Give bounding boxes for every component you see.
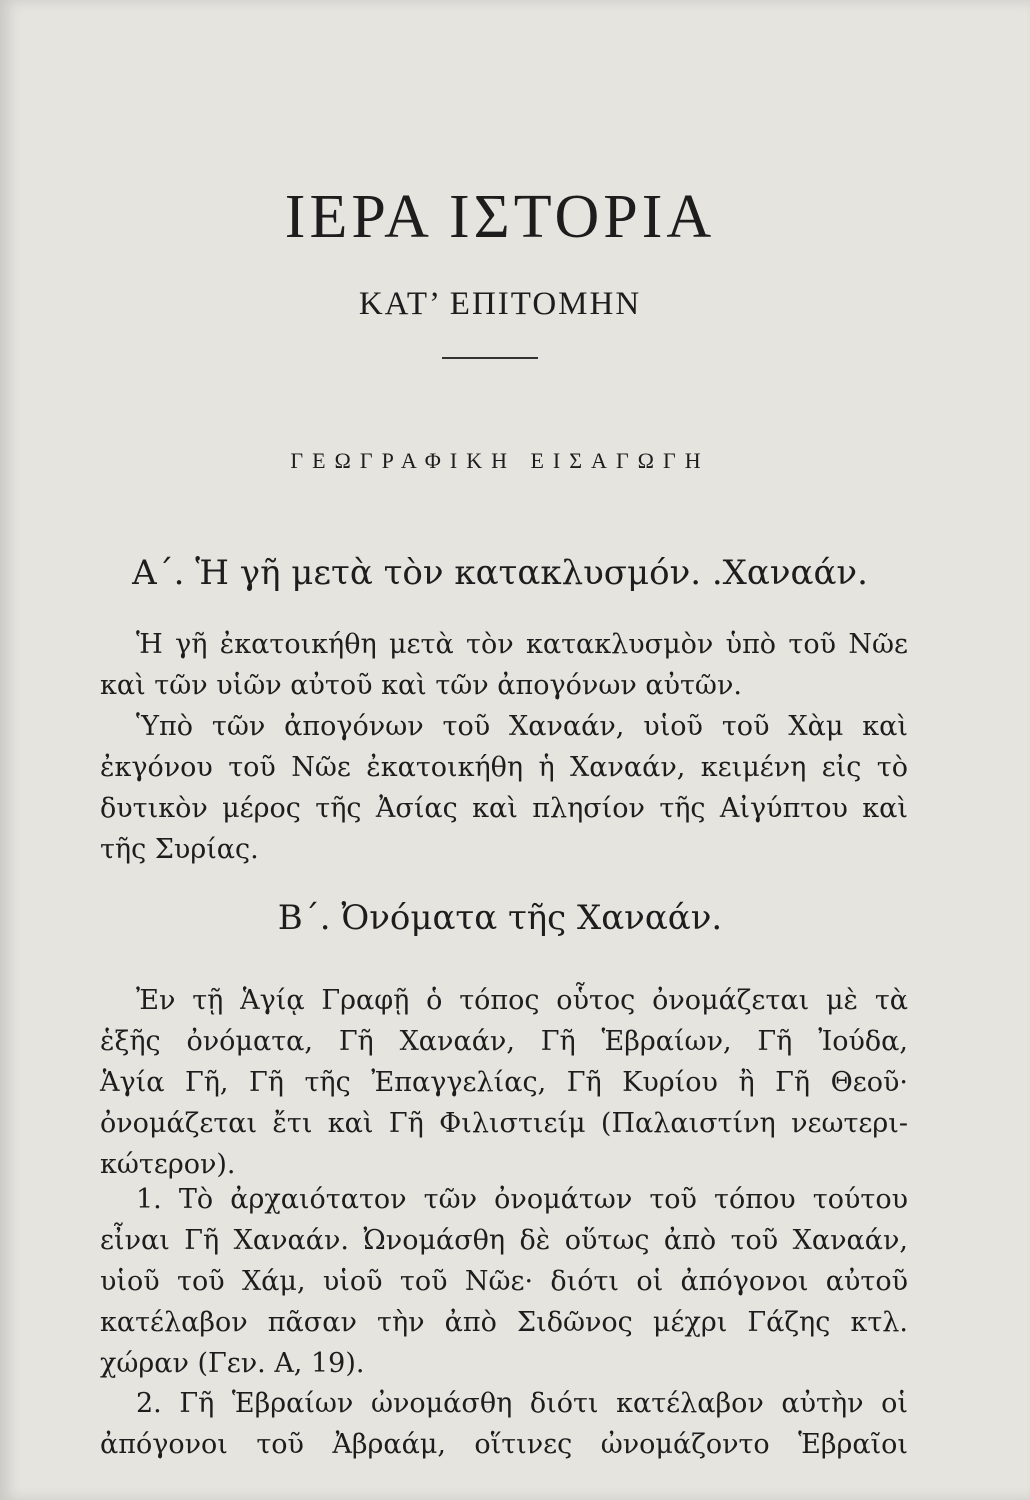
text-line: κώτερον). bbox=[100, 1149, 236, 1180]
title-divider bbox=[442, 357, 538, 359]
text-line: ἐκγόνου τοῦ Νῶε ἐκατοικήθη ἡ Χαναάν, κειμένη εἰς τὸ bbox=[100, 752, 908, 783]
paragraph-5 bbox=[100, 1383, 908, 1465]
text-line: ὀνομάζεται ἔτι καὶ Γῆ Φιλιστιείμ (Παλαιστίνη νεωτερι- bbox=[100, 1108, 908, 1139]
text-line: Ἐν τῇ Ἁγίᾳ Γραφῇ ὁ τόπος οὗτος ὀνομάζεται μὲ τὰ bbox=[136, 985, 908, 1016]
section-heading: ΓΕΩΓΡΑΦΙΚΗ ΕΙΣΑΓΩΓΗ bbox=[290, 448, 710, 473]
paragraph-3 bbox=[100, 980, 908, 1185]
text-line: Ὑπὸ τῶν ἀπογόνων τοῦ Χαναάν, υἱοῦ τοῦ Χὰμ καὶ bbox=[136, 711, 908, 742]
page-title: ΙΕΡΑ ΙΣΤΟΡΙΑ bbox=[284, 183, 716, 251]
text-line: καὶ τῶν υἱῶν αὐτοῦ καὶ τῶν ἀπογόνων αὐτῶν. bbox=[100, 670, 742, 701]
paragraph-2 bbox=[100, 706, 908, 870]
text-line: Ἡ γῆ ἐκατοικήθη μετὰ τὸν κατακλυσμὸν ὑπὸ τοῦ Νῶε bbox=[136, 629, 908, 660]
text-line: κατέλαβον πᾶσαν τὴν ἀπὸ Σιδῶνος μέχρι Γάζης κτλ. bbox=[100, 1307, 908, 1338]
text-line: ἀπόγονοι τοῦ Ἀβραάμ, οἵτινες ὠνομάζοντο Ἑβραῖοι bbox=[100, 1429, 908, 1460]
text-line: τῆς Συρίας. bbox=[100, 834, 259, 865]
text-line: Ἁγία Γῆ, Γῆ τῆς Ἐπαγγελίας, Γῆ Κυρίου ἢ Γῆ Θεοῦ· bbox=[100, 1067, 908, 1098]
text-line: χώραν (Γεν. Α, 19). bbox=[100, 1348, 365, 1379]
text-line: δυτικὸν μέρος τῆς Ἀσίας καὶ πλησίον τῆς Αἰγύπτου καὶ bbox=[100, 793, 908, 824]
text-line: 1. Τὸ ἀρχαιότατον τῶν ὀνομάτων τοῦ τόπου τούτου bbox=[136, 1184, 908, 1215]
text-line: ἑξῆς ὀνόματα, Γῆ Χαναάν, Γῆ Ἑβραίων, Γῆ Ἰούδα, bbox=[100, 1026, 908, 1057]
chapter-heading-b: Β΄. Ὀνόματα τῆς Χαναάν. bbox=[277, 898, 723, 938]
paragraph-1 bbox=[100, 624, 908, 706]
page-subtitle: ΚΑΤ’ ΕΠΙΤΟΜΗΝ bbox=[358, 286, 642, 322]
text-line: εἶναι Γῆ Χαναάν. Ὠνομάσθη δὲ οὕτως ἀπὸ τοῦ Χαναάν, bbox=[100, 1225, 908, 1256]
chapter-heading-a: Α΄. Ἡ γῆ μετὰ τὸν κατακλυσμόν. .Χαναάν. bbox=[132, 553, 868, 593]
paragraph-4 bbox=[100, 1179, 908, 1384]
text-line: 2. Γῆ Ἑβραίων ὠνομάσθη διότι κατέλαβον αὐτὴν οἱ bbox=[136, 1388, 908, 1419]
text-line: υἱοῦ τοῦ Χάμ, υἱοῦ τοῦ Νῶε· διότι οἱ ἀπόγονοι αὐτοῦ bbox=[100, 1266, 908, 1297]
